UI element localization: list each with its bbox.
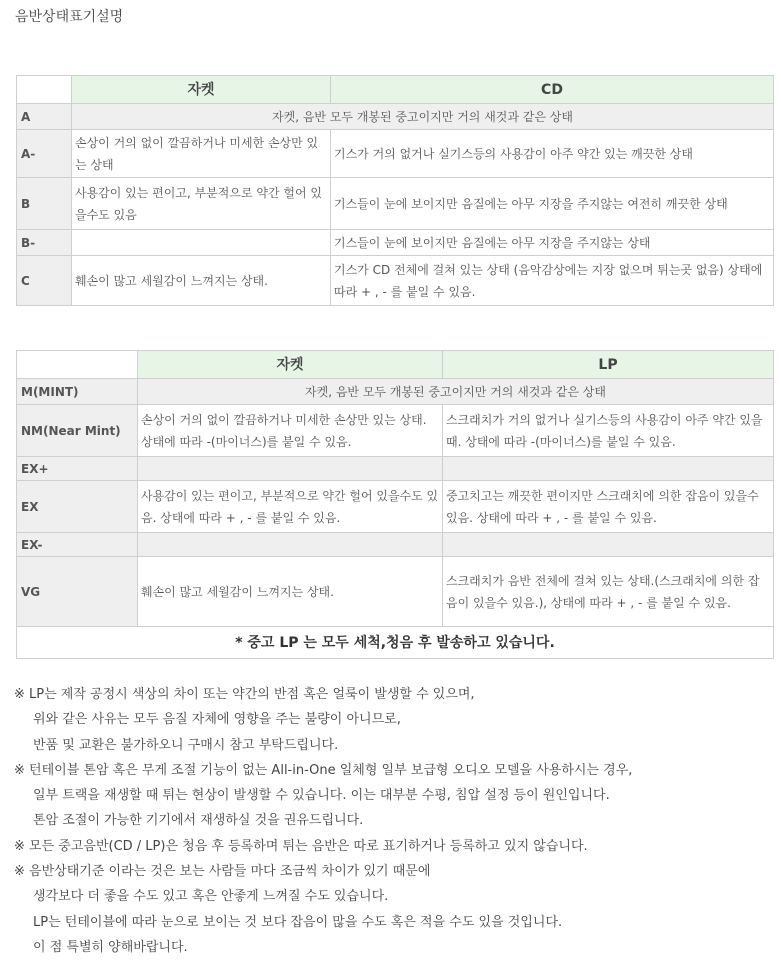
lp-description xyxy=(443,457,774,481)
cd-description: 기스들이 눈에 보이지만 음질에는 아무 지장을 주지않는 상태 xyxy=(331,230,774,256)
header-cd: CD xyxy=(331,76,774,104)
grade-description: 자켓, 음반 모두 개봉된 중고이지만 거의 새것과 같은 상태 xyxy=(72,104,774,130)
header-lp: LP xyxy=(443,351,774,379)
table-row xyxy=(17,481,774,533)
jacket-description: 훼손이 많고 세월감이 느껴지는 상태. xyxy=(138,557,443,627)
note-line: LP는 턴테이블에 따라 눈으로 보이는 것 보다 잡음이 많을 수도 혹은 적을 수도 있을 것입니다. xyxy=(33,914,563,930)
header-blank-cell xyxy=(17,351,138,379)
note-line: ※ 모든 중고음반(CD / LP)은 청음 후 등록하며 튀는 음반은 따로 표기하거나 등록하고 있지 않습니다. xyxy=(14,838,588,854)
header-jacket: 자켓 xyxy=(138,351,443,379)
grade-label: EX xyxy=(17,481,138,533)
table-header-row xyxy=(17,351,774,379)
grade-label: VG xyxy=(17,557,138,627)
note-line: 생각보다 더 좋을 수도 있고 혹은 안좋게 느껴질 수도 있습니다. xyxy=(33,889,389,905)
table-row xyxy=(17,533,774,557)
grade-label: NM(Near Mint) xyxy=(17,405,138,457)
lp-description: 스크래치가 거의 없거나 실기스등의 사용감이 아주 약간 있을때. 상태에 따라 -(마이너스)를 붙일 수 있음. xyxy=(443,405,774,457)
grade-description: 자켓, 음반 모두 개봉된 중고이지만 거의 새것과 같은 상태 xyxy=(138,379,774,405)
grade-label: EX+ xyxy=(17,457,138,481)
note-line: 위와 같은 사유는 모두 음질 자체에 영향을 주는 불량이 아니므로, xyxy=(33,712,401,728)
table-row xyxy=(17,256,774,306)
grade-label: B- xyxy=(17,230,72,256)
table-row xyxy=(17,557,774,627)
grade-label: A- xyxy=(17,130,72,178)
header-blank-cell xyxy=(17,76,72,104)
grade-label: B xyxy=(17,178,72,230)
lp-description xyxy=(443,533,774,557)
note-line: 반품 및 교환은 불가하오니 구매시 참고 부탁드립니다. xyxy=(33,737,339,753)
notes-section xyxy=(14,682,774,960)
jacket-description xyxy=(138,457,443,481)
table-row xyxy=(17,405,774,457)
table-header-row xyxy=(17,76,774,104)
page-title: 음반상태표기설명 xyxy=(15,9,124,25)
grade-label: A xyxy=(17,104,72,130)
note-line: ※ LP는 제작 공정시 색상의 차이 또는 약간의 반점 혹은 얼룩이 발생할 수 있으며, xyxy=(14,687,475,702)
table-row xyxy=(17,457,774,481)
note-line: 톤암 조절이 가능한 기기에서 재생하실 것을 권유드립니다. xyxy=(33,813,364,829)
table-footer-row xyxy=(17,627,774,659)
table-row xyxy=(17,104,774,130)
lp-description: 스크래치가 음반 전체에 걸쳐 있는 상태.(스크래치에 의한 잡음이 있을수 있음.), 상태에 따라 + , - 를 붙일 수 있음. xyxy=(443,557,774,627)
lp-grade-table xyxy=(16,350,774,659)
table-row xyxy=(17,130,774,178)
header-jacket: 자켓 xyxy=(72,76,331,104)
grade-label: M(MINT) xyxy=(17,379,138,405)
note-line: ※ 턴테이블 톤암 혹은 무게 조절 기능이 없는 All-in-One 일체형 일부 보급형 오디오 모델을 사용하시는 경우, xyxy=(14,762,633,778)
note-line: 이 점 특별히 양해바랍니다. xyxy=(33,939,188,955)
cd-grade-table xyxy=(16,75,774,306)
jacket-description xyxy=(72,230,331,256)
cd-description: 기스들이 눈에 보이지만 음질에는 아무 지장을 주지않는 여전히 깨끗한 상태 xyxy=(331,178,774,230)
jacket-description: 손상이 거의 없이 깔끔하거나 미세한 손상만 있는 상태 xyxy=(72,130,331,178)
table-row xyxy=(17,178,774,230)
grade-label: C xyxy=(17,256,72,306)
note-line: 일부 트랙을 재생할 때 튀는 현상이 발생할 수 있습니다. 이는 대부분 수평, 침압 설정 등이 원인입니다. xyxy=(33,788,610,804)
grade-label: EX- xyxy=(17,533,138,557)
cleaning-notice: * 중고 LP 는 모두 세척,청음 후 발송하고 있습니다. xyxy=(17,627,774,659)
table-row xyxy=(17,230,774,256)
jacket-description xyxy=(138,533,443,557)
cd-description: 기스가 CD 전체에 걸쳐 있는 상태 (음악감상에는 지장 없으며 튀는곳 없음) 상태에 따라 + , - 를 붙일 수 있음. xyxy=(331,256,774,306)
jacket-description: 사용감이 있는 편이고, 부분적으로 약간 헐어 있을수도 있음 xyxy=(72,178,331,230)
cd-description: 기스가 거의 없거나 실기스등의 사용감이 아주 약간 있는 깨끗한 상태 xyxy=(331,130,774,178)
lp-description: 중고치고는 깨끗한 편이지만 스크래치에 의한 잡음이 있을수 있음. 상태에 따라 + , - 를 붙일 수 있음. xyxy=(443,481,774,533)
jacket-description: 사용감이 있는 편이고, 부분적으로 약간 헐어 있을수도 있음. 상태에 따라 + , - 를 붙일 수 있음. xyxy=(138,481,443,533)
jacket-description: 훼손이 많고 세월감이 느껴지는 상태. xyxy=(72,256,331,306)
jacket-description: 손상이 거의 없이 깔끔하거나 미세한 손상만 있는 상태. 상태에 따라 -(마이너스)를 붙일 수 있음. xyxy=(138,405,443,457)
note-line: ※ 음반상태기준 이라는 것은 보는 사람들 마다 조금씩 차이가 있기 때문에 xyxy=(14,864,431,880)
table-row xyxy=(17,379,774,405)
